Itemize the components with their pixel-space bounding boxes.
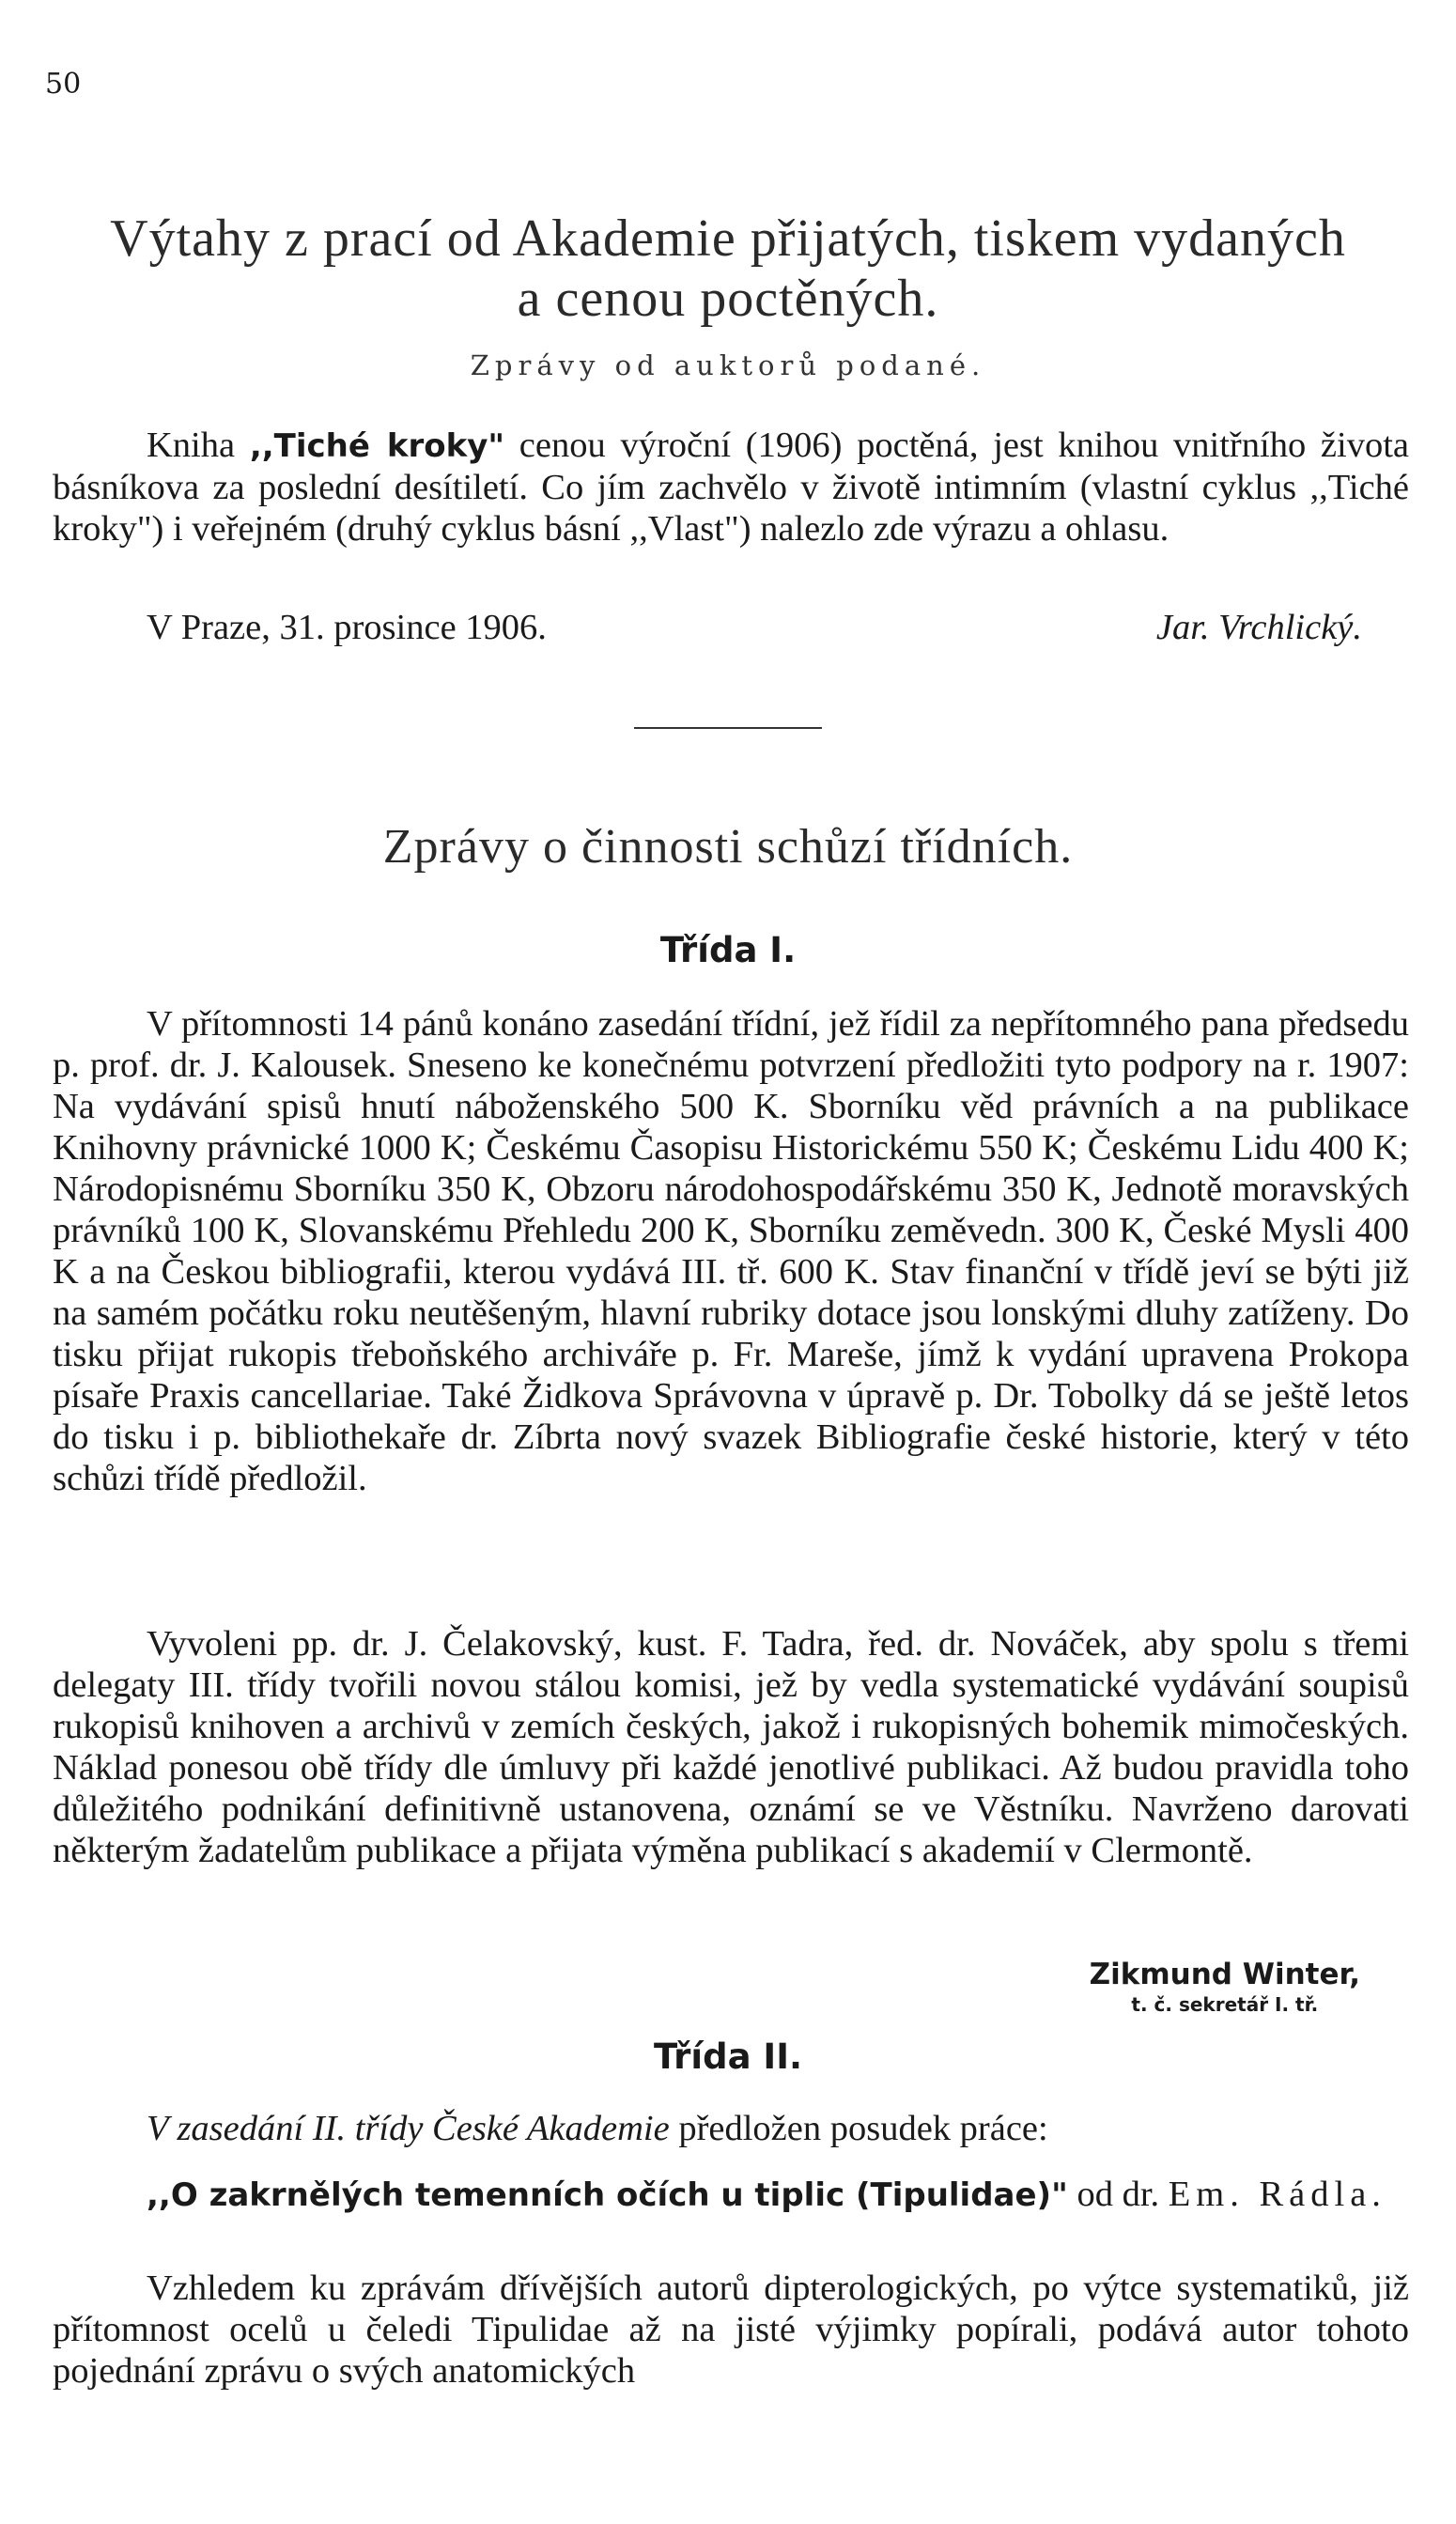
class-1-paragraph-2: Vyvoleni pp. dr. J. Čelakovský, kust. F. Tadra, řed. dr. Nováček, aby spolu s třemi delegaty III. třídy tvořili novou stálou komisi, jež by vedla systematické vydávání soupisů rukopisů knihoven a archivů v zemích českých, jakož i rukopisných bohemik mimočeských. Náklad ponesou obě třídy dle úmluvy při každé jenotlivé publikaci. Až budou pravidla toho důležitého podnikání definitivně ustanovena, oznámí se ve Věstníku. Navrženo darovati některým žadatelům publikace a přijata výměna publikací s akademií v Clermontě.: [53, 1624, 1409, 1870]
class-2-intro-rest: předložen posudek práce:: [669, 2109, 1048, 2148]
work-by: od dr.: [1067, 2175, 1169, 2214]
report-vrchlicky-paragraph: [53, 425, 1409, 550]
title-line-2: a cenou poctěných.: [517, 270, 939, 328]
page-title: [56, 209, 1400, 329]
report-text-start: Kniha: [147, 426, 250, 465]
report-signature-row: [53, 607, 1409, 648]
work-title: ,,O zakrnělých temenních očích u tiplic (Tipulidae)": [147, 2176, 1068, 2214]
book-title: ,,Tiché kroky": [249, 427, 505, 465]
title-line-1: Výtahy z prací od Akademie přijatých, tiskem vydaných: [110, 209, 1346, 268]
report-text-rest: cenou výroční (1906) poctěná, jest knihou vnitřního života básníkova za poslední desítiletí. Co jím zachvělo v životě intimním (vlastní cyklus ,,Tiché kroky") i veřejném (druhý cyklus básní ,,Vlast") nalezlo zde výrazu a ohlasu.: [53, 426, 1409, 549]
work-title-paragraph: [53, 2174, 1409, 2216]
section-divider: [634, 727, 822, 729]
author-signature: Jar. Vrchlický.: [1155, 608, 1362, 647]
class-1-paragraph-1: V přítomnosti 14 pánů konáno zasedání třídní, jež řídil za nepřítomného pana předsedu p. prof. dr. J. Kalousek. Sneseno ke konečnému potvrzení předložiti tyto podpory na r. 1907: Na vydávání spisů hnutí náboženského 500 K. Sborníku věd právních a na publikace Knihovny právnické 1000 K; Českému Časopisu Historickému 550 K; Českému Lidu 400 K; Národopisnému Sborníku 350 K, Obzoru národohospodářskému 350 K, Jednotě moravských právníků 100 K, Slovanskému Přehledu 200 K, Sborníku zeměvedn. 300 K, České Mysli 400 K a na Českou bibliografii, kterou vydává III. tř. 600 K. Stav finanční v třídě jeví se býti již na samém počátku roku neutěšeným, hlavní rubriky dotace jsou lonskými dluhy zatíženy. Do tisku přijat rukopis třeboňského archiváře p. Fr. Mareše, jímž k vydání upravena Prokopa písaře Praxis cancellariae. Také Židkova Správovna v úpravě p. Dr. Tobolky dá se ještě letos do tisku i p. bibliothekaře dr. Zíbrta nový svazek Bibliografie české historie, který v této schůzi třídě předložil.: [53, 1004, 1409, 1498]
place-date: V Praze, 31. prosince 1906.: [147, 608, 547, 647]
page-number: 50: [45, 68, 82, 101]
class-2-intro: [53, 2108, 1409, 2149]
work-author: Em. Rádla.: [1168, 2175, 1386, 2214]
class-2-paragraph-1: Vzhledem ku zprávám dřívějších autorů dipterologických, po výtce systematiků, již přítomnost ocelů u čeledi Tipulidae až na jisté výjimky popírali, podává autor tohoto pojednání zprávu o svých anatomických: [53, 2269, 1409, 2391]
class-2-intro-italic: V zasedání II. třídy České Akademie: [147, 2109, 670, 2148]
class-2-heading: Třída II.: [653, 2036, 803, 2077]
class-1-signature: [1090, 1958, 1360, 2016]
page-subtitle: Zprávy od auktorů podané.: [470, 349, 986, 381]
class-1-heading: Třída I.: [659, 930, 797, 970]
secretary-role: t. č. sekretář I. tř.: [1131, 1993, 1319, 2016]
secretary-name: Zikmund Winter,: [1089, 1958, 1360, 1991]
section-title: Zprávy o činnosti schůzí třídních.: [382, 820, 1074, 874]
